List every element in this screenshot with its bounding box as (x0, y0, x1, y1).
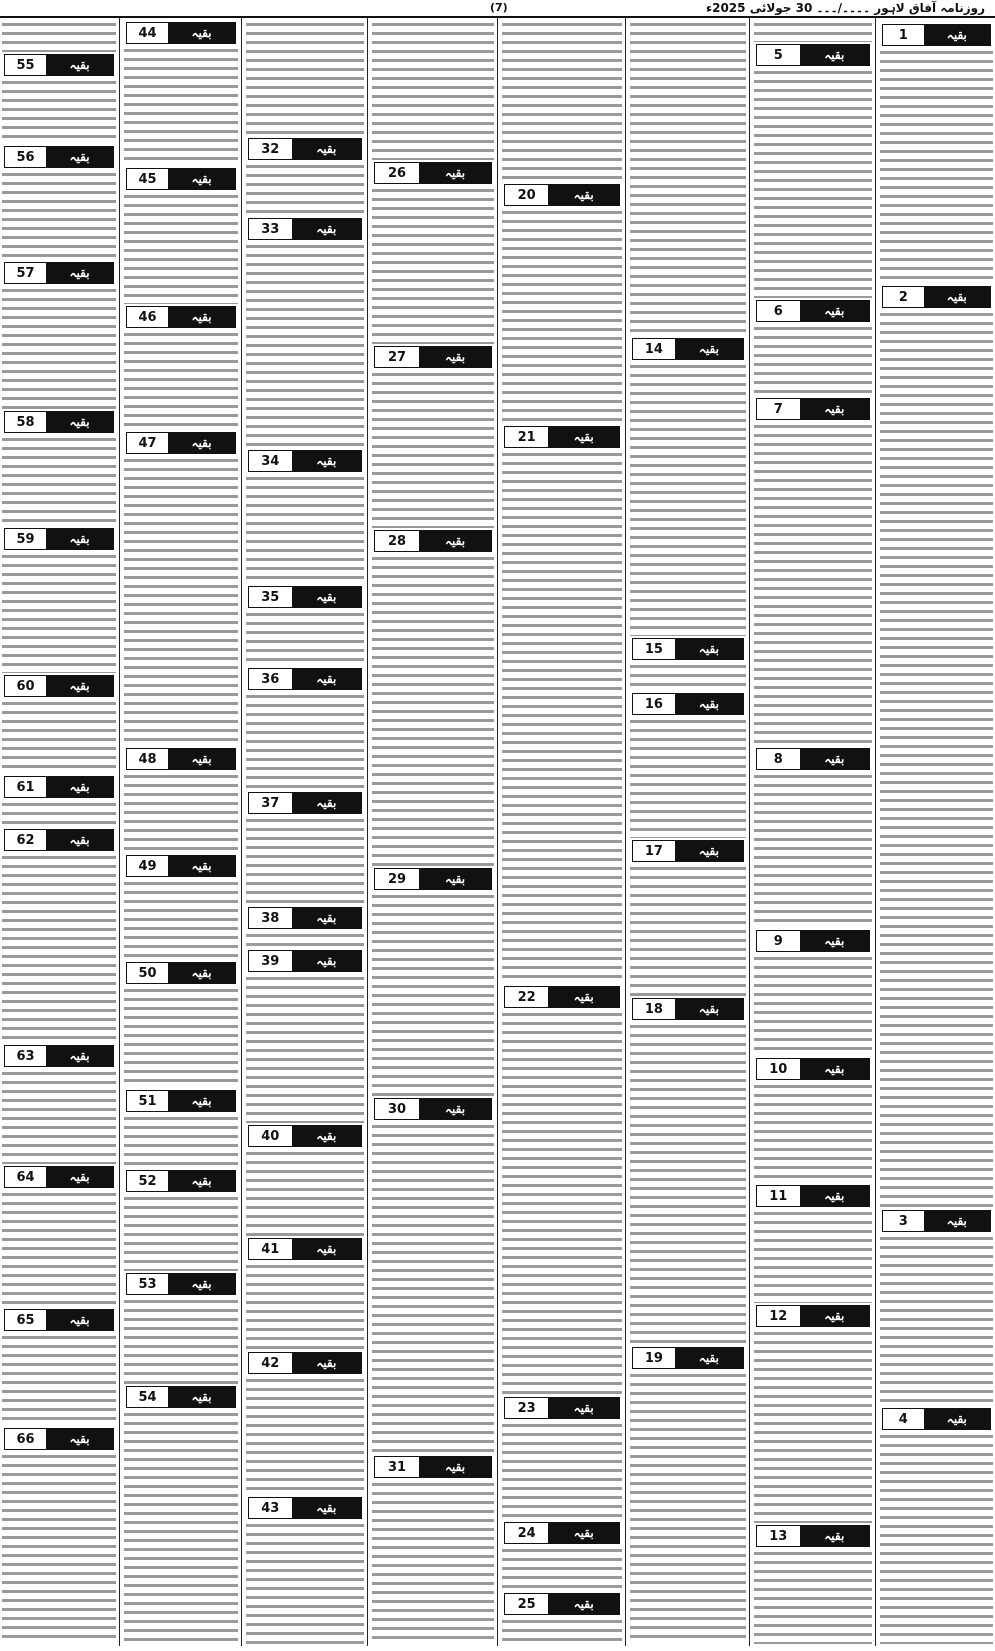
article-text (246, 931, 364, 948)
continuation-box (248, 1125, 362, 1147)
article-text (372, 892, 494, 1096)
continuation-box (632, 638, 744, 660)
continuation-number: 44 (127, 23, 168, 43)
continuation-label: بقیہ (292, 1353, 361, 1373)
continuation-box (4, 1428, 114, 1450)
continuation-number: 2 (883, 287, 924, 307)
article-text (754, 20, 872, 42)
continuation-label: بقیہ (292, 669, 361, 689)
continuation-box (126, 748, 236, 770)
continuation-label: بقیہ (292, 908, 361, 928)
continuation-box (504, 184, 620, 206)
continuation-label: بقیہ (292, 1239, 361, 1259)
continuation-number: 22 (505, 987, 548, 1007)
continuation-number: 51 (127, 1091, 168, 1111)
continuation-number: 52 (127, 1171, 168, 1191)
continuation-box (374, 1456, 492, 1478)
continuation-box (126, 1170, 236, 1192)
continuation-box (248, 668, 362, 690)
article-text (124, 1297, 238, 1384)
article-text (246, 162, 364, 216)
continuation-box (632, 998, 744, 1020)
article-text (124, 879, 238, 960)
article-text (502, 1617, 622, 1644)
continuation-box (374, 868, 492, 890)
continuation-box (756, 1058, 870, 1080)
continuation-number: 3 (883, 1211, 924, 1231)
continuation-number: 66 (5, 1429, 46, 1449)
continuation-label: بقیہ (168, 1091, 235, 1111)
article-text (246, 1262, 364, 1350)
continuation-label: بقیہ (168, 433, 235, 453)
continuation-box (4, 1166, 114, 1188)
article-text (754, 1082, 872, 1183)
continuation-box (126, 168, 236, 190)
article-text (880, 1234, 993, 1406)
continuation-number: 32 (249, 139, 292, 159)
continuation-label: بقیہ (924, 287, 990, 307)
continuation-box (632, 840, 744, 862)
continuation-number: 36 (249, 669, 292, 689)
continuation-number: 49 (127, 856, 168, 876)
article-text (754, 1549, 872, 1644)
continuation-label: بقیہ (548, 427, 619, 447)
continuation-number: 41 (249, 1239, 292, 1259)
continuation-label: بقیہ (168, 749, 235, 769)
continuation-number: 19 (633, 1348, 675, 1368)
continuation-box (632, 693, 744, 715)
continuation-box (756, 1305, 870, 1327)
continuation-number: 8 (757, 749, 800, 769)
continuation-box (248, 218, 362, 240)
article-text (2, 800, 116, 827)
continuation-label: بقیہ (46, 1167, 113, 1187)
continuation-label: بقیہ (292, 951, 361, 971)
continuation-box (4, 829, 114, 851)
continuation-label: بقیہ (675, 639, 743, 659)
article-text (630, 1371, 746, 1644)
continuation-number: 30 (375, 1099, 419, 1119)
continuation-label: بقیہ (168, 1387, 235, 1407)
column (752, 18, 874, 1646)
continuation-number: 18 (633, 999, 675, 1019)
continuation-box (756, 44, 870, 66)
continuation-box (4, 146, 114, 168)
continuation-label: بقیہ (292, 219, 361, 239)
column-divider (497, 18, 498, 1646)
continuation-box (756, 300, 870, 322)
continuation-number: 17 (633, 841, 675, 861)
article-text (630, 662, 746, 691)
continuation-number: 45 (127, 169, 168, 189)
column-divider (241, 18, 242, 1646)
article-text (2, 286, 116, 409)
continuation-number: 39 (249, 951, 292, 971)
article-text (880, 1432, 993, 1644)
continuation-number: 7 (757, 399, 800, 419)
article-text (124, 330, 238, 430)
continuation-number: 20 (505, 185, 548, 205)
article-text (2, 1069, 116, 1164)
continuation-label: بقیہ (924, 1409, 990, 1429)
continuation-box (126, 1273, 236, 1295)
article-text (246, 242, 364, 448)
continuation-box (756, 930, 870, 952)
continuation-box (4, 776, 114, 798)
continuation-label: بقیہ (548, 1398, 619, 1418)
continuation-number: 54 (127, 1387, 168, 1407)
continuation-box (248, 1497, 362, 1519)
article-text (754, 1329, 872, 1523)
continuation-box (248, 450, 362, 472)
continuation-number: 21 (505, 427, 548, 447)
continuation-box (4, 262, 114, 284)
article-text (2, 1333, 116, 1426)
page-number: (7) (490, 1, 508, 14)
continuation-label: بقیہ (46, 263, 113, 283)
continuation-label: بقیہ (168, 856, 235, 876)
continuation-box (248, 138, 362, 160)
continuation-number: 62 (5, 830, 46, 850)
continuation-box (4, 675, 114, 697)
continuation-box (882, 1408, 991, 1430)
continuation-number: 59 (5, 529, 46, 549)
continuation-label: بقیہ (675, 1348, 743, 1368)
continuation-number: 65 (5, 1310, 46, 1330)
column-divider (119, 18, 120, 1646)
continuation-box (374, 162, 492, 184)
newspaper-title: روزنامہ آفاق لاہور ۔۔۔۔/۔۔۔ 30 جولائی 2025ء (705, 1, 985, 15)
article-text (372, 1480, 494, 1644)
continuation-number: 9 (757, 931, 800, 951)
continuation-number: 63 (5, 1046, 46, 1066)
continuation-number: 34 (249, 451, 292, 471)
continuation-label: بقیہ (419, 347, 491, 367)
article-text (2, 170, 116, 260)
continuation-number: 60 (5, 676, 46, 696)
article-text (880, 48, 993, 284)
continuation-number: 37 (249, 793, 292, 813)
continuation-label: بقیہ (800, 301, 869, 321)
article-text (2, 435, 116, 526)
continuation-label: بقیہ (292, 139, 361, 159)
continuation-label: بقیہ (168, 169, 235, 189)
continuation-box (504, 1593, 620, 1615)
continuation-label: بقیہ (168, 963, 235, 983)
article-text (754, 324, 872, 396)
article-text (754, 772, 872, 928)
continuation-box (632, 338, 744, 360)
article-text (124, 456, 238, 746)
article-text (502, 1421, 622, 1520)
article-text (372, 1122, 494, 1454)
continuation-number: 23 (505, 1398, 548, 1418)
article-text (2, 1452, 116, 1644)
article-text (124, 1114, 238, 1168)
continuation-box (882, 1210, 991, 1232)
article-text (2, 20, 116, 52)
continuation-number: 14 (633, 339, 675, 359)
article-text (246, 474, 364, 584)
continuation-number: 31 (375, 1457, 419, 1477)
column (122, 18, 240, 1646)
continuation-number: 6 (757, 301, 800, 321)
article-text (754, 68, 872, 298)
continuation-label: بقیہ (46, 1429, 113, 1449)
article-text (630, 20, 746, 336)
continuation-number: 53 (127, 1274, 168, 1294)
continuation-number: 10 (757, 1059, 800, 1079)
column (878, 18, 995, 1646)
continuation-label: بقیہ (46, 1310, 113, 1330)
continuation-label: بقیہ (46, 1046, 113, 1066)
article-text (630, 1022, 746, 1345)
column-divider (875, 18, 876, 1646)
article-text (754, 1209, 872, 1303)
continuation-box (756, 398, 870, 420)
article-text (246, 610, 364, 666)
continuation-label: بقیہ (924, 25, 990, 45)
masthead (0, 0, 995, 18)
continuation-number: 35 (249, 587, 292, 607)
article-text (2, 552, 116, 673)
continuation-number: 26 (375, 163, 419, 183)
continuation-box (4, 528, 114, 550)
article-text (502, 1010, 622, 1395)
continuation-number: 42 (249, 1353, 292, 1373)
continuation-box (882, 24, 991, 46)
article-text (502, 1546, 622, 1591)
continuation-box (4, 1045, 114, 1067)
continuation-label: بقیہ (419, 1099, 491, 1119)
article-text (2, 699, 116, 774)
continuation-number: 58 (5, 412, 46, 432)
article-text (124, 1194, 238, 1271)
continuation-label: بقیہ (800, 399, 869, 419)
continuation-label: بقیہ (46, 676, 113, 696)
article-text (246, 1521, 364, 1644)
continuation-label: بقیہ (46, 412, 113, 432)
continuation-number: 48 (127, 749, 168, 769)
continuation-box (756, 1525, 870, 1547)
article-text (124, 192, 238, 304)
continuation-label: بقیہ (800, 1526, 869, 1546)
article-text (630, 717, 746, 838)
continuation-box (756, 1185, 870, 1207)
continuation-number: 33 (249, 219, 292, 239)
column (370, 18, 496, 1646)
continuation-label: بقیہ (419, 869, 491, 889)
article-text (246, 1149, 364, 1236)
article-text (880, 310, 993, 1208)
continuation-number: 29 (375, 869, 419, 889)
continuation-box (126, 22, 236, 44)
continuation-label: بقیہ (675, 694, 743, 714)
continuation-box (504, 1522, 620, 1544)
continuation-label: بقیہ (924, 1211, 990, 1231)
continuation-number: 38 (249, 908, 292, 928)
article-text (2, 78, 116, 144)
column (0, 18, 118, 1646)
continuation-label: بقیہ (168, 1171, 235, 1191)
continuation-number: 15 (633, 639, 675, 659)
article-text (754, 422, 872, 746)
continuation-label: بقیہ (46, 777, 113, 797)
article-text (246, 816, 364, 905)
continuation-number: 56 (5, 147, 46, 167)
article-text (2, 853, 116, 1043)
continuation-number: 4 (883, 1409, 924, 1429)
continuation-number: 28 (375, 531, 419, 551)
continuation-number: 11 (757, 1186, 800, 1206)
continuation-label: بقیہ (292, 451, 361, 471)
continuation-box (374, 346, 492, 368)
article-text (246, 692, 364, 790)
article-text (372, 370, 494, 528)
continuation-label: بقیہ (292, 793, 361, 813)
article-text (124, 986, 238, 1088)
continuation-box (126, 1386, 236, 1408)
column-divider (367, 18, 368, 1646)
continuation-label: بقیہ (46, 830, 113, 850)
continuation-number: 57 (5, 263, 46, 283)
continuation-box (504, 986, 620, 1008)
continuation-number: 25 (505, 1594, 548, 1614)
continuation-number: 46 (127, 307, 168, 327)
continuation-label: بقیہ (419, 531, 491, 551)
article-text (124, 1410, 238, 1644)
continuation-box (4, 54, 114, 76)
continuation-label: بقیہ (800, 931, 869, 951)
continuation-label: بقیہ (548, 1523, 619, 1543)
article-text (246, 20, 364, 136)
column-divider (625, 18, 626, 1646)
continuation-number: 61 (5, 777, 46, 797)
continuation-box (632, 1347, 744, 1369)
article-text (630, 864, 746, 996)
continuation-number: 5 (757, 45, 800, 65)
article-text (502, 20, 622, 182)
continuation-label: بقیہ (675, 999, 743, 1019)
continuation-number: 40 (249, 1126, 292, 1146)
article-text (372, 554, 494, 866)
continuation-box (882, 286, 991, 308)
continuation-label: بقیہ (675, 339, 743, 359)
continuation-box (126, 306, 236, 328)
continuation-number: 16 (633, 694, 675, 714)
column (500, 18, 624, 1646)
continuation-box (248, 950, 362, 972)
continuation-box (126, 1090, 236, 1112)
article-text (630, 362, 746, 636)
continuation-label: بقیہ (46, 529, 113, 549)
continuation-label: بقیہ (800, 1306, 869, 1326)
continuation-box (504, 1397, 620, 1419)
continuation-label: بقیہ (292, 1126, 361, 1146)
continuation-number: 24 (505, 1523, 548, 1543)
continuation-label: بقیہ (168, 23, 235, 43)
continuation-label: بقیہ (168, 1274, 235, 1294)
continuation-label: بقیہ (800, 749, 869, 769)
continuation-number: 43 (249, 1498, 292, 1518)
column (244, 18, 366, 1646)
continuation-box (756, 748, 870, 770)
article-text (2, 1190, 116, 1307)
column (628, 18, 748, 1646)
continuation-box (126, 432, 236, 454)
continuation-label: بقیہ (675, 841, 743, 861)
article-text (246, 974, 364, 1123)
continuation-box (4, 411, 114, 433)
continuation-number: 27 (375, 347, 419, 367)
continuation-label: بقیہ (548, 987, 619, 1007)
continuation-number: 64 (5, 1167, 46, 1187)
continuation-label: بقیہ (168, 307, 235, 327)
continuation-box (4, 1309, 114, 1331)
continuation-label: بقیہ (292, 1498, 361, 1518)
continuation-box (126, 962, 236, 984)
continuation-box (248, 907, 362, 929)
continuation-box (248, 1352, 362, 1374)
continuation-number: 47 (127, 433, 168, 453)
article-text (124, 46, 238, 166)
article-text (372, 20, 494, 160)
continuation-label: بقیہ (46, 55, 113, 75)
continuation-box (248, 586, 362, 608)
column-divider (749, 18, 750, 1646)
continuation-box (374, 530, 492, 552)
continuation-box (504, 426, 620, 448)
continuation-label: بقیہ (419, 163, 491, 183)
continuation-number: 1 (883, 25, 924, 45)
continuation-number: 55 (5, 55, 46, 75)
continuation-label: بقیہ (800, 45, 869, 65)
continuation-label: بقیہ (548, 1594, 619, 1614)
continuation-box (374, 1098, 492, 1120)
article-text (372, 186, 494, 344)
continuation-box (248, 792, 362, 814)
article-text (502, 450, 622, 984)
continuation-box (126, 855, 236, 877)
continuation-label: بقیہ (800, 1186, 869, 1206)
continuation-number: 50 (127, 963, 168, 983)
continuation-label: بقیہ (800, 1059, 869, 1079)
continuation-label: بقیہ (46, 147, 113, 167)
continuation-label: بقیہ (419, 1457, 491, 1477)
continuation-number: 12 (757, 1306, 800, 1326)
article-text (246, 1376, 364, 1495)
article-text (754, 954, 872, 1056)
article-text (502, 208, 622, 424)
continuation-number: 13 (757, 1526, 800, 1546)
continuation-label: بقیہ (292, 587, 361, 607)
article-text (124, 772, 238, 853)
continuation-box (248, 1238, 362, 1260)
continuation-label: بقیہ (548, 185, 619, 205)
